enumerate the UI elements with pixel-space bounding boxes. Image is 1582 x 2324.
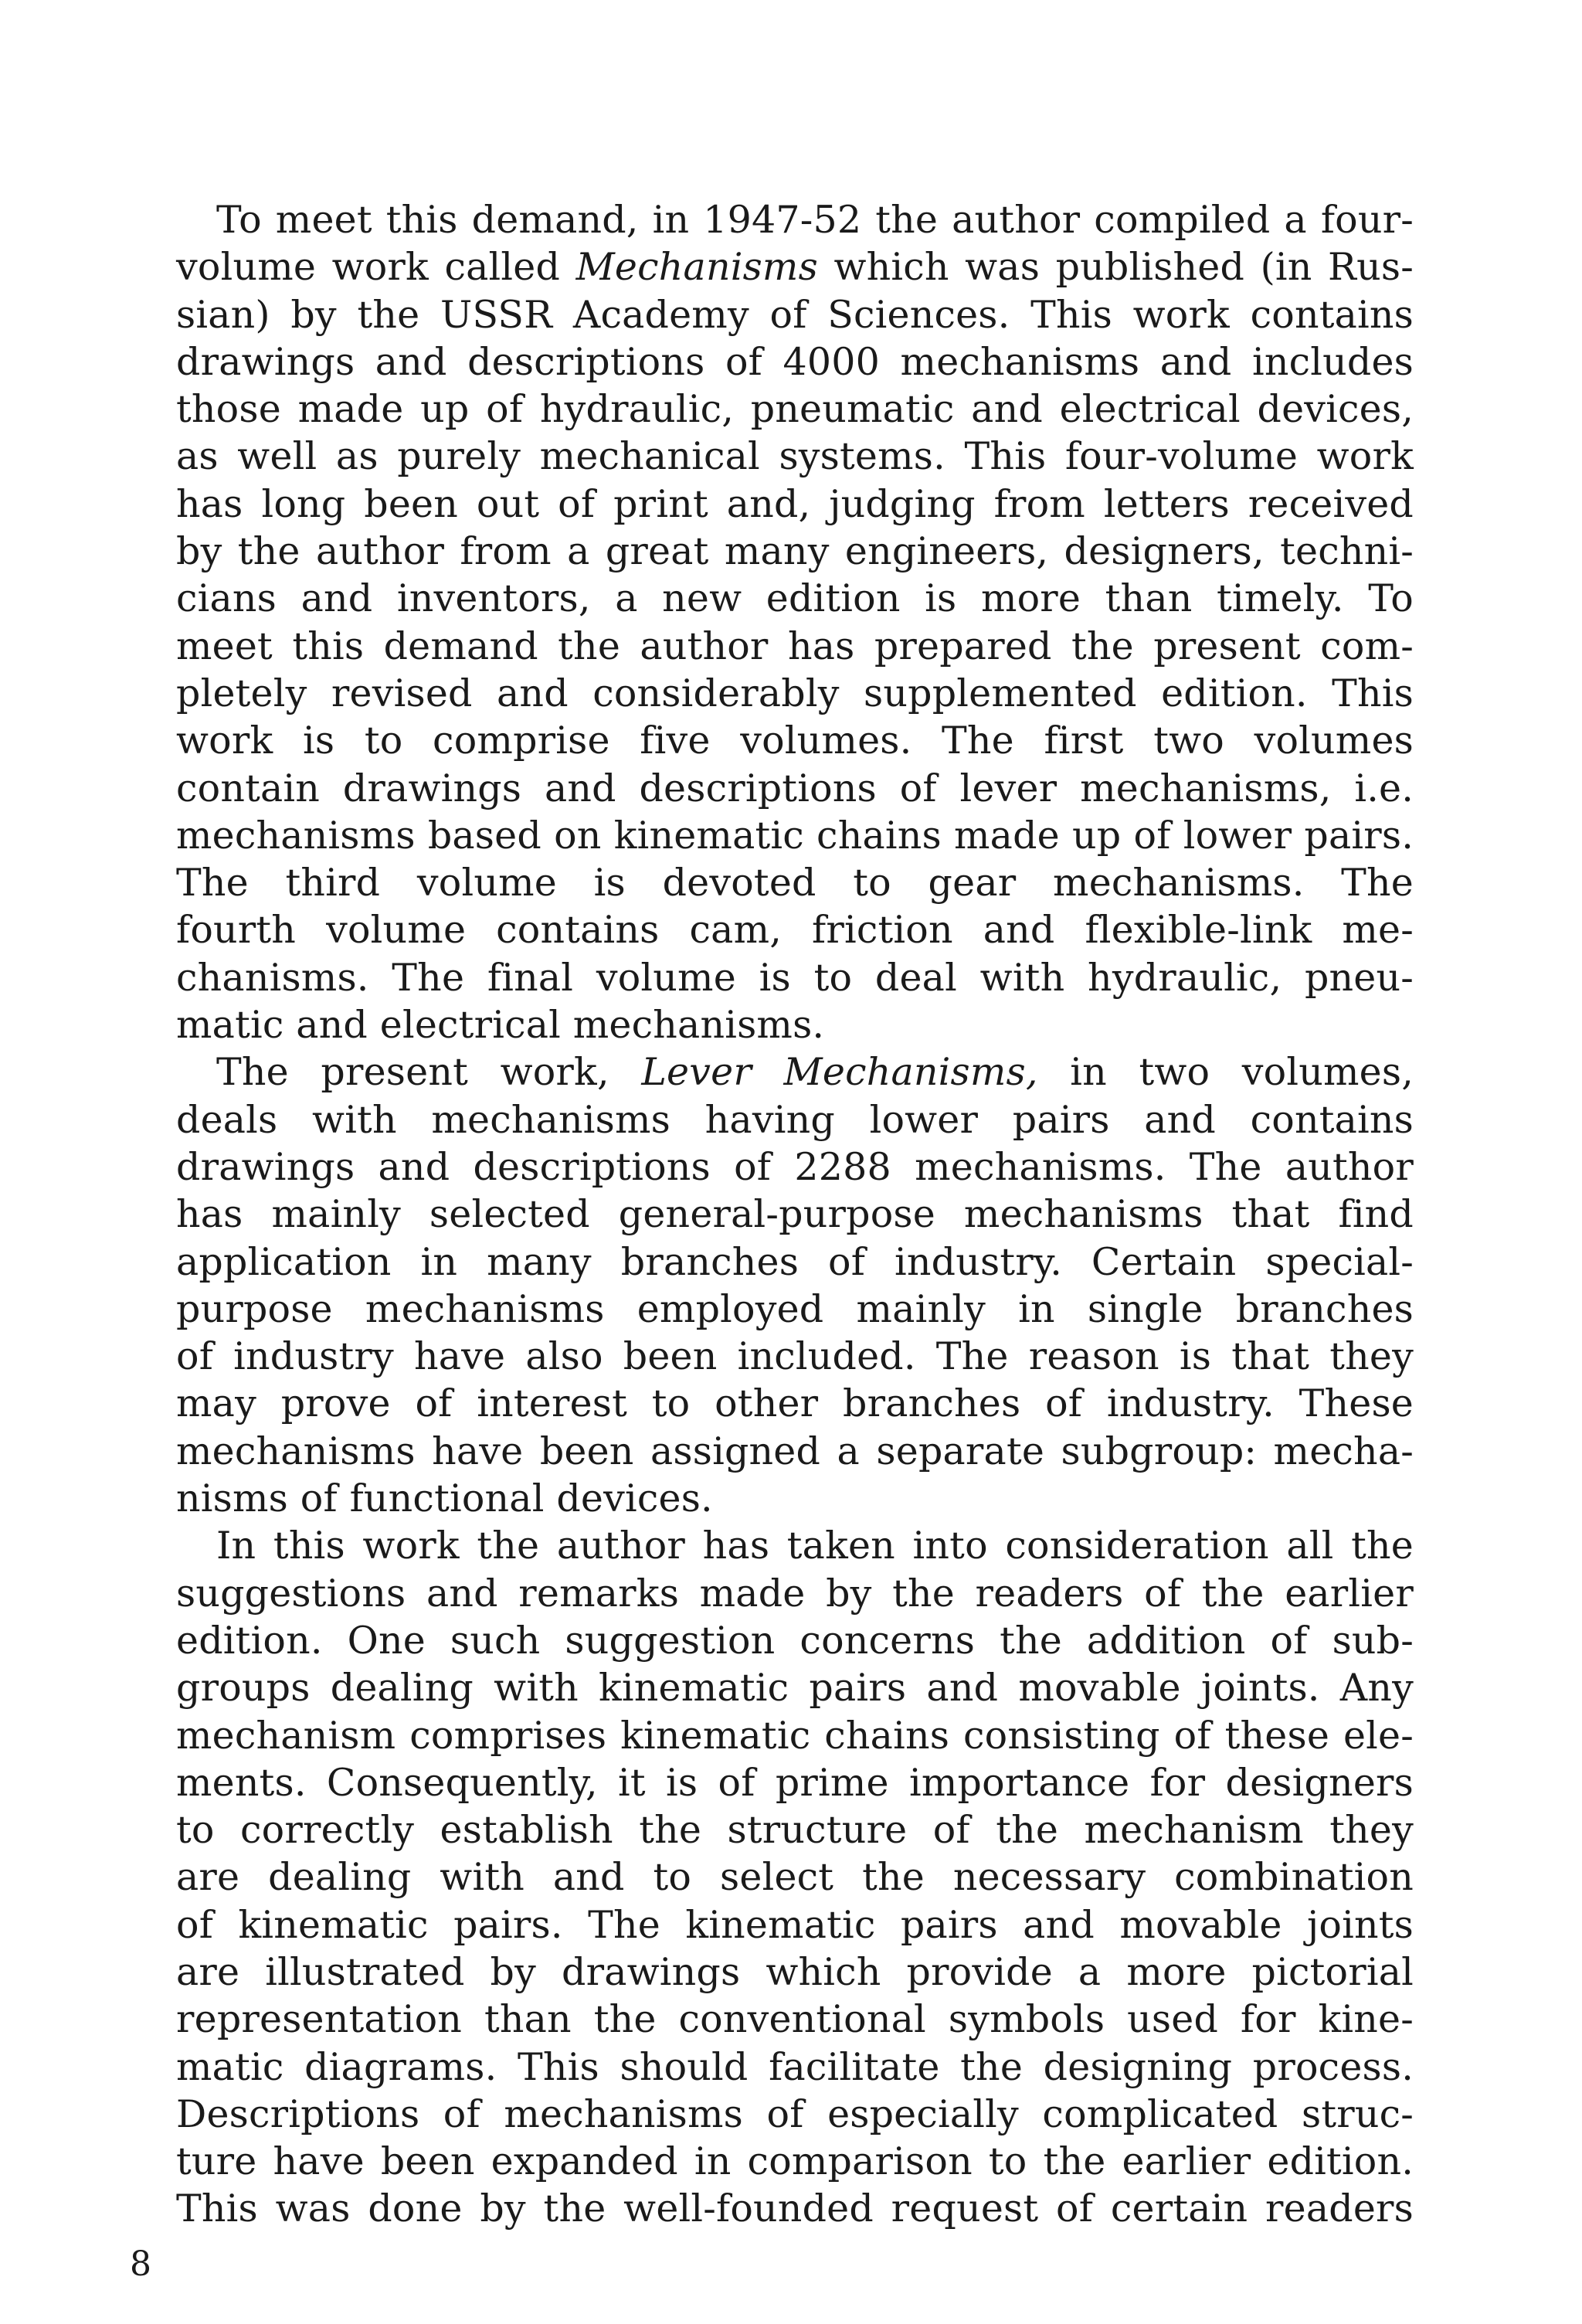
text-line xyxy=(176,906,1414,953)
text-segment: nisms of functional devices. xyxy=(176,1476,713,1521)
text-line xyxy=(176,1949,1414,1996)
text-line xyxy=(176,528,1414,575)
text-segment: fourth volume contains cam, friction and flexible-link me- xyxy=(176,908,1414,953)
text-line xyxy=(176,481,1414,528)
text-segment: ture have been expanded in comparison to the earlier edition. xyxy=(176,2139,1414,2184)
text-segment: groups dealing with kinematic pairs and movable joints. Any xyxy=(176,1666,1414,1711)
text-segment: pletely revised and considerably supplemented edition. This xyxy=(176,671,1414,715)
text-segment: those made up of hydraulic, pneumatic and electrical devices, xyxy=(176,387,1414,432)
text-line xyxy=(176,1664,1414,1711)
text-segment: has mainly selected general-purpose mechanisms that find xyxy=(176,1192,1414,1237)
text-line xyxy=(176,291,1414,338)
text-segment: as well as purely mechanical systems. This four-volume work xyxy=(176,434,1414,479)
text-line xyxy=(176,1191,1414,1238)
italic-title: Lever Mechanisms, xyxy=(641,1050,1038,1095)
text-segment: To meet this demand, in 1947-52 the author compiled a four- xyxy=(216,198,1414,242)
text-line xyxy=(176,1286,1414,1333)
text-line xyxy=(176,1522,1414,1569)
text-line xyxy=(176,243,1414,290)
text-line xyxy=(176,2091,1414,2138)
text-line xyxy=(176,1759,1414,1806)
italic-title: Mechanisms xyxy=(575,245,818,290)
text-line xyxy=(176,954,1414,1001)
text-segment: purpose mechanisms employed mainly in single branches xyxy=(176,1286,1414,1331)
text-line xyxy=(176,575,1414,622)
text-line xyxy=(176,1901,1414,1949)
text-segment: volume work called xyxy=(176,245,576,290)
text-segment: has long been out of print and, judging from letters received xyxy=(176,481,1414,526)
text-segment: chanisms. The final volume is to deal with hydraulic, pneu- xyxy=(176,955,1414,1000)
text-line xyxy=(176,1333,1414,1380)
text-line xyxy=(176,1048,1414,1096)
text-segment: may prove of interest to other branches of industry. These xyxy=(176,1381,1414,1426)
text-segment: application in many branches of industry. Certain special- xyxy=(176,1239,1414,1284)
text-segment: This was done by the well-founded request of certain readers xyxy=(176,2186,1414,2231)
text-line xyxy=(176,1712,1414,1759)
text-line xyxy=(176,1617,1414,1664)
text-line xyxy=(176,623,1414,670)
text-segment: mechanisms have been assigned a separate subgroup: mecha- xyxy=(176,1429,1414,1473)
text-segment: cians and inventors, a new edition is more than timely. To xyxy=(176,576,1414,621)
text-segment: drawings and descriptions of 4000 mechanisms and includes xyxy=(176,339,1414,384)
text-line xyxy=(176,1001,1414,1048)
text-segment: The third volume is devoted to gear mechanisms. The xyxy=(176,861,1414,905)
text-segment: mechanisms based on kinematic chains made up of lower pairs. xyxy=(176,813,1414,858)
text-segment: of industry have also been included. The reason is that they xyxy=(176,1334,1414,1379)
text-segment: are illustrated by drawings which provide a more pictorial xyxy=(176,1949,1414,1994)
text-segment: are dealing with and to select the necessary combination xyxy=(176,1855,1414,1900)
text-segment: sian) by the USSR Academy of Sciences. This work contains xyxy=(176,292,1414,337)
text-line xyxy=(176,1806,1414,1853)
text-line xyxy=(176,717,1414,764)
page-number: 8 xyxy=(130,2244,151,2284)
text-segment: representation than the conventional symbols used for kine- xyxy=(176,1997,1414,2042)
text-line xyxy=(176,338,1414,386)
text-segment: contain drawings and descriptions of lever mechanisms, i.e. xyxy=(176,766,1414,810)
text-line xyxy=(176,386,1414,433)
text-line xyxy=(176,1996,1414,2043)
text-segment: In this work the author has taken into consideration all the xyxy=(216,1524,1414,1568)
text-line xyxy=(176,196,1414,243)
text-segment: deals with mechanisms having lower pairs and contains xyxy=(176,1097,1414,1142)
text-line xyxy=(176,1143,1414,1191)
text-segment: edition. One such suggestion concerns the addition of sub- xyxy=(176,1618,1414,1663)
text-line xyxy=(176,2185,1414,2232)
text-line xyxy=(176,1853,1414,1901)
text-line xyxy=(176,1475,1414,1522)
text-segment: to correctly establish the structure of the mechanism they xyxy=(176,1808,1414,1853)
text-line xyxy=(176,1570,1414,1617)
text-line xyxy=(176,670,1414,717)
text-segment: The present work, xyxy=(216,1050,642,1095)
text-segment: drawings and descriptions of 2288 mechanisms. The author xyxy=(176,1144,1414,1189)
text-segment: of kinematic pairs. The kinematic pairs and movable joints xyxy=(176,1902,1414,1947)
text-line xyxy=(176,765,1414,812)
text-line xyxy=(176,859,1414,906)
text-segment: Descriptions of mechanisms of especially complicated struc- xyxy=(176,2091,1414,2136)
text-segment: mechanism comprises kinematic chains consisting of these ele- xyxy=(176,1713,1414,1758)
text-segment: which was published (in Rus- xyxy=(817,245,1414,290)
text-line xyxy=(176,433,1414,480)
text-segment: matic diagrams. This should facilitate the designing process. xyxy=(176,2044,1414,2089)
text-line xyxy=(176,2044,1414,2091)
text-line xyxy=(176,1096,1414,1143)
text-segment: meet this demand the author has prepared the present com- xyxy=(176,623,1414,668)
text-line xyxy=(176,1380,1414,1427)
text-segment: in two volumes, xyxy=(1037,1050,1414,1095)
text-segment: by the author from a great many engineers, designers, techni- xyxy=(176,529,1414,574)
text-line xyxy=(176,1238,1414,1286)
text-segment: matic and electrical mechanisms. xyxy=(176,1003,825,1048)
text-segment: suggestions and remarks made by the readers of the earlier xyxy=(176,1571,1414,1616)
body-text xyxy=(176,196,1414,2233)
text-segment: work is to comprise five volumes. The first two volumes xyxy=(176,719,1414,763)
text-line xyxy=(176,812,1414,859)
text-line xyxy=(176,2138,1414,2185)
text-segment: ments. Consequently, it is of prime importance for designers xyxy=(176,1760,1414,1805)
text-line xyxy=(176,1428,1414,1475)
